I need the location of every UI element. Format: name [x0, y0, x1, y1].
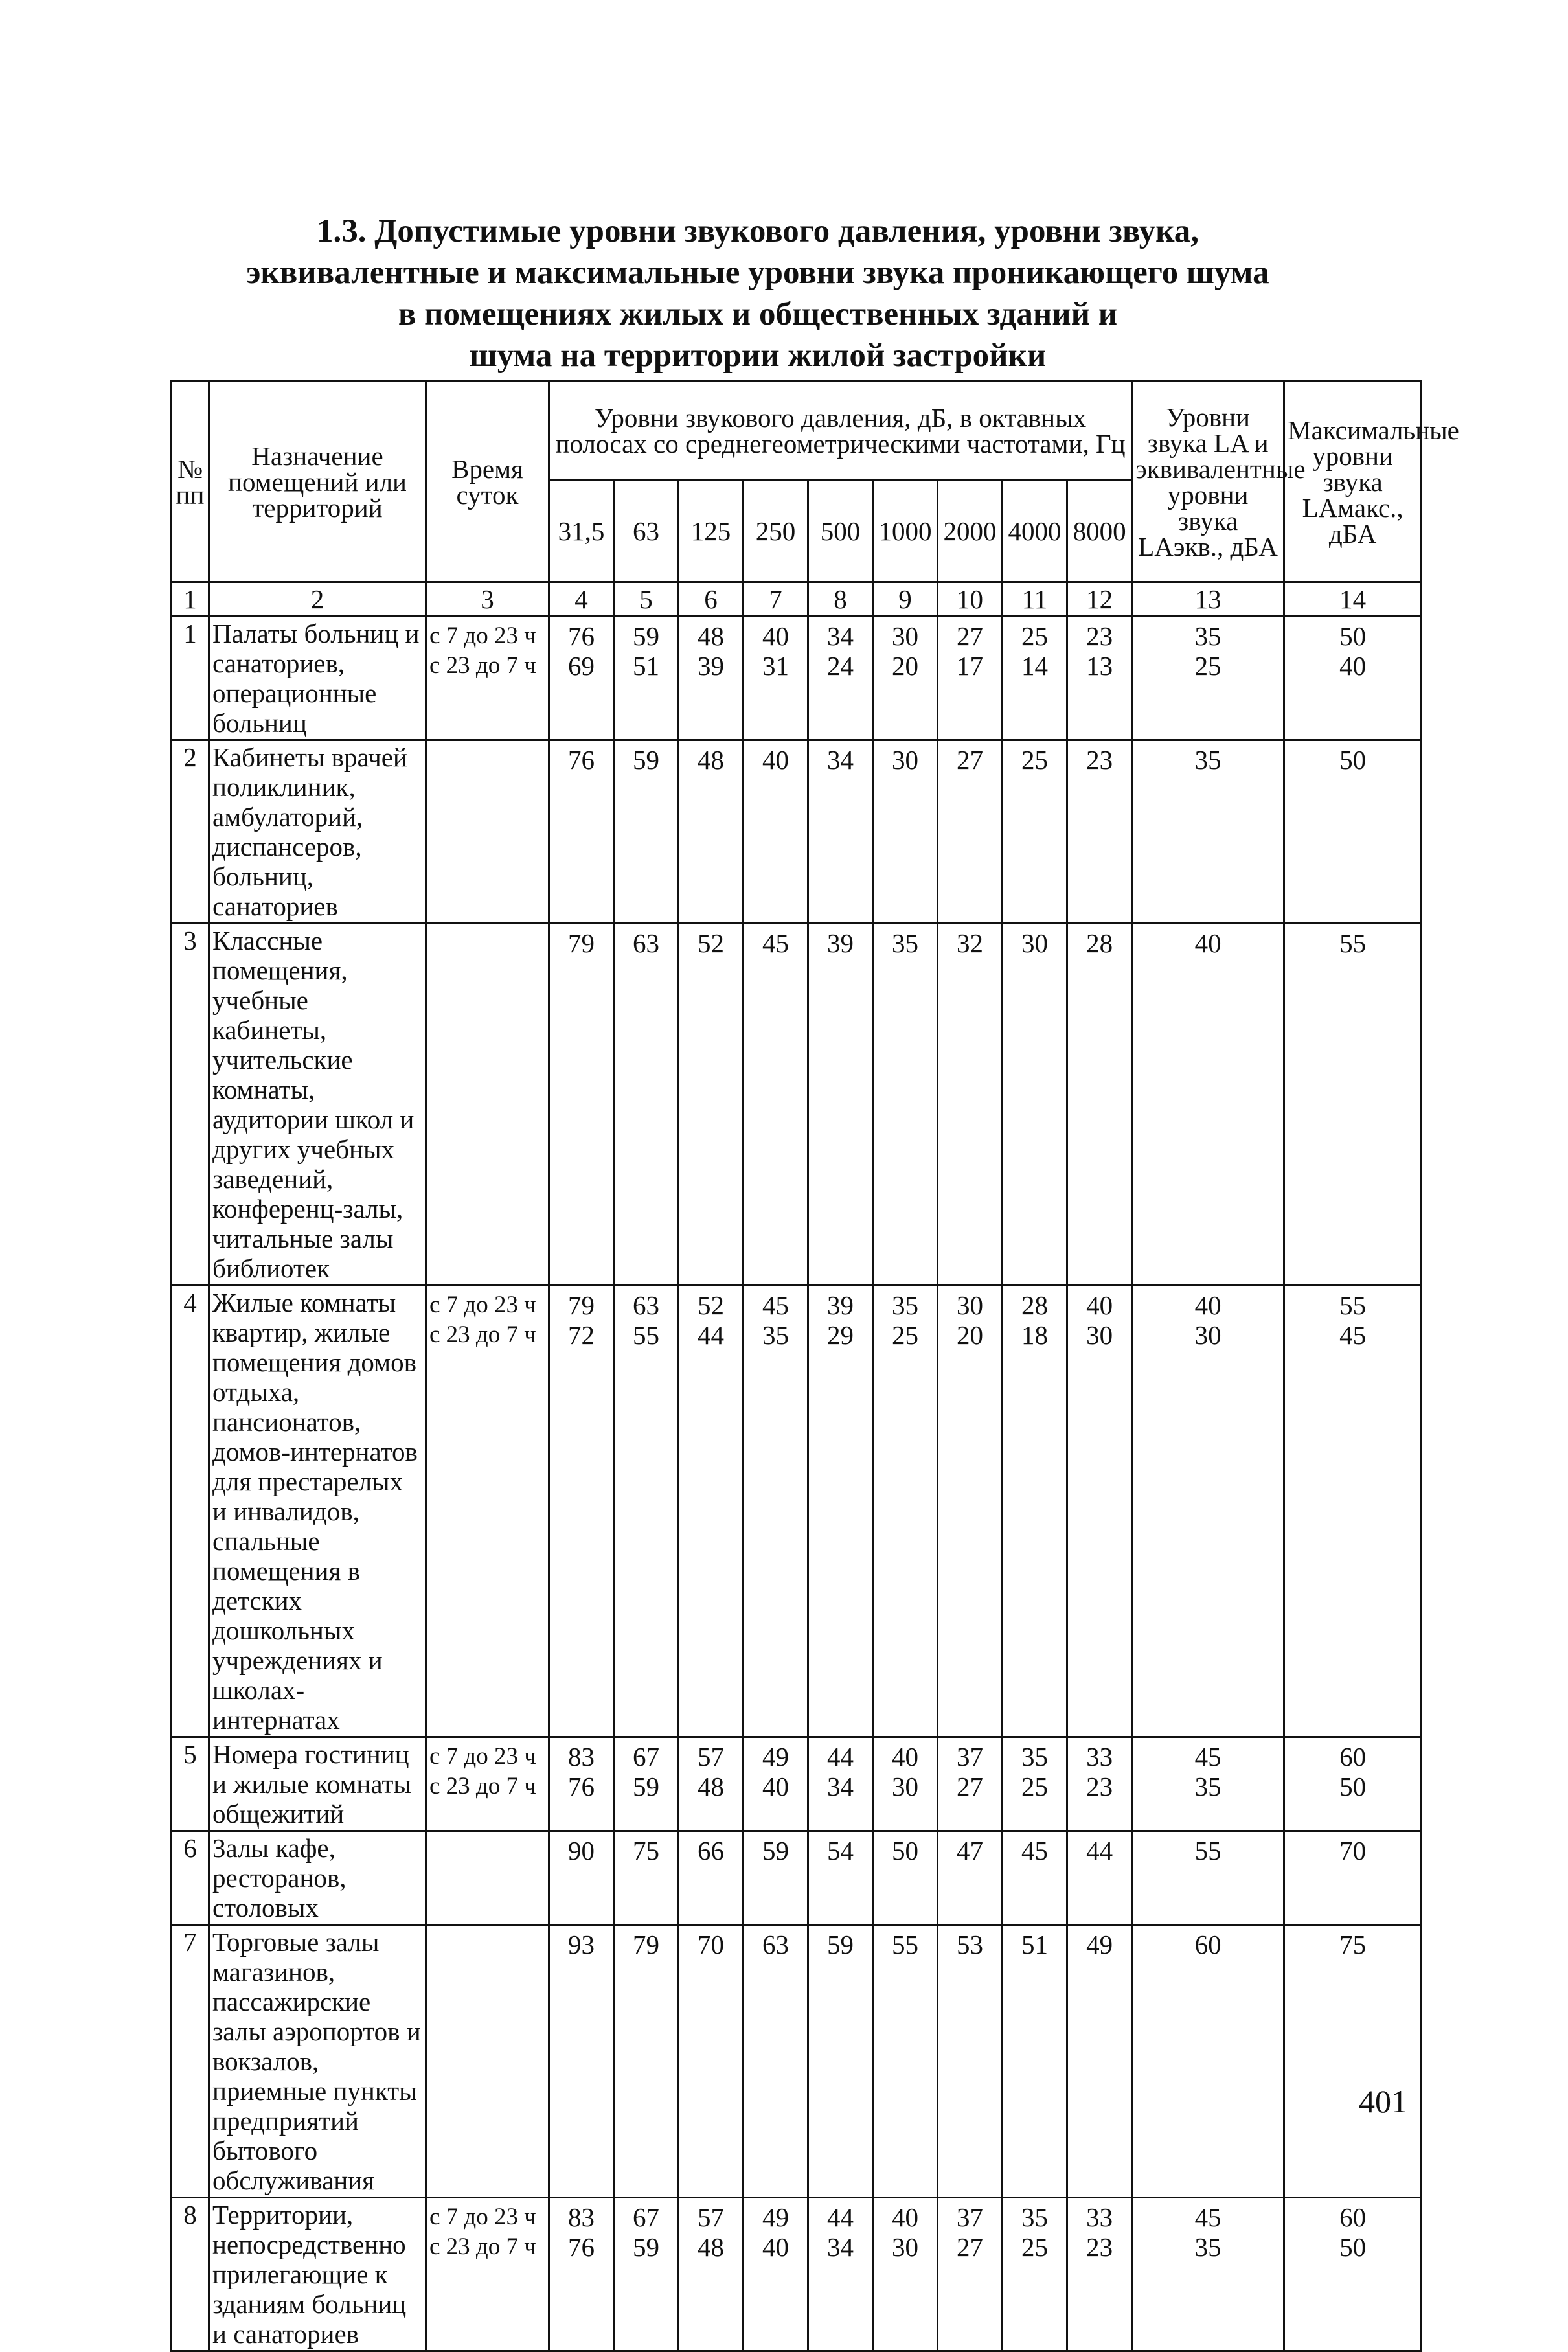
- level-value: 76: [568, 1772, 595, 1801]
- level-cell: [744, 2198, 808, 2351]
- level-value: 66: [698, 1836, 724, 1866]
- level-value: 45: [762, 1290, 789, 1320]
- level-value: 59: [633, 621, 659, 651]
- level-cell: [808, 617, 873, 740]
- level-value: 35: [1194, 2232, 1221, 2262]
- time-period: с 7 до 23 ч: [429, 1292, 536, 1318]
- level-cell: [549, 1831, 614, 1925]
- level-value: 35: [1194, 745, 1221, 775]
- level-value: 93: [568, 1930, 595, 1959]
- level-cell: [679, 1737, 744, 1831]
- column-number: 13: [1132, 582, 1284, 617]
- level-value: 70: [698, 1930, 724, 1959]
- level-value: 59: [633, 1772, 659, 1801]
- level-cell: [614, 1286, 679, 1737]
- level-value: 83: [568, 1742, 595, 1772]
- column-number: 3: [426, 582, 549, 617]
- level-cell: [873, 740, 938, 924]
- column-number: 1: [172, 582, 209, 617]
- level-cell: [549, 1737, 614, 1831]
- level-cell: [1132, 924, 1284, 1286]
- header-num: № пп: [172, 382, 209, 582]
- column-number: 7: [744, 582, 808, 617]
- level-value: 76: [568, 2232, 595, 2262]
- level-cell: [744, 1737, 808, 1831]
- level-value: 14: [1021, 651, 1048, 681]
- column-number: 9: [873, 582, 938, 617]
- level-value: 55: [1339, 928, 1367, 958]
- level-cell: [549, 924, 614, 1286]
- level-value: 37: [957, 1742, 983, 1772]
- level-value: 40: [892, 2202, 918, 2232]
- title-line: шума на территории жилой застройки: [469, 337, 1047, 374]
- level-value: 25: [892, 1320, 918, 1350]
- level-value: 23: [1086, 1772, 1113, 1801]
- level-value: 20: [892, 651, 918, 681]
- level-value: 75: [633, 1836, 659, 1866]
- level-cell: [938, 1286, 1003, 1737]
- time-period: с 7 до 23 ч: [429, 1743, 536, 1770]
- level-cell: [744, 740, 808, 924]
- level-value: 34: [827, 745, 854, 775]
- level-value: 39: [827, 928, 854, 958]
- title-line: в помещениях жилых и общественных зданий и: [398, 296, 1118, 332]
- frequency-header: 250: [744, 480, 808, 582]
- row-purpose: Территории, непосредственно прилегающие к зданиям больниц и санаториев: [209, 2198, 426, 2351]
- level-value: 53: [957, 1930, 983, 1959]
- level-cell: [679, 1286, 744, 1737]
- level-value: 72: [568, 1320, 595, 1350]
- level-value: 35: [1194, 1772, 1221, 1801]
- row-number: 2: [172, 740, 209, 924]
- level-cell: [1003, 1737, 1067, 1831]
- level-value: 27: [957, 1772, 983, 1801]
- level-value: 25: [1021, 745, 1048, 775]
- row-time: [426, 924, 549, 1286]
- level-cell: [1067, 1925, 1132, 2198]
- level-value: 50: [892, 1836, 918, 1866]
- header-maximum: Максимальные уровни звука LAмакс., дБА: [1284, 382, 1422, 582]
- level-cell: [1284, 1925, 1422, 2198]
- level-cell: [808, 740, 873, 924]
- level-cell: [549, 2198, 614, 2351]
- level-value: 51: [633, 651, 659, 681]
- level-value: 35: [892, 928, 918, 958]
- level-value: 40: [762, 621, 789, 651]
- level-value: 23: [1086, 745, 1113, 775]
- level-value: 57: [698, 2202, 724, 2232]
- level-cell: [614, 2198, 679, 2351]
- level-cell: [549, 617, 614, 740]
- row-time: [426, 617, 549, 740]
- level-value: 32: [957, 928, 983, 958]
- level-value: 69: [568, 651, 595, 681]
- level-cell: [873, 2198, 938, 2351]
- level-value: 25: [1021, 2232, 1048, 2262]
- level-cell: [1003, 617, 1067, 740]
- time-period: с 7 до 23 ч: [429, 622, 536, 649]
- frequency-header: 500: [808, 480, 873, 582]
- level-cell: [614, 617, 679, 740]
- level-value: 35: [892, 1290, 918, 1320]
- level-cell: [1284, 2198, 1422, 2351]
- level-cell: [808, 1286, 873, 1737]
- level-cell: [614, 1737, 679, 1831]
- level-cell: [1284, 617, 1422, 740]
- level-value: 52: [698, 1290, 724, 1320]
- level-value: 59: [633, 745, 659, 775]
- level-cell: [1067, 924, 1132, 1286]
- frequency-header: 1000: [873, 480, 938, 582]
- row-purpose: Жилые комнаты квартир, жилые помещения домов отдыха, пансионатов, домов-интернатов для престарелых и инвалидов, спальные помещения в детских дошкольных учреждениях и школах-интернатах: [209, 1286, 426, 1737]
- level-value: 27: [957, 2232, 983, 2262]
- level-value: 48: [698, 745, 724, 775]
- row-time: [426, 1286, 549, 1737]
- level-value: 33: [1086, 1742, 1113, 1772]
- level-cell: [938, 1925, 1003, 2198]
- level-cell: [744, 924, 808, 1286]
- time-period: с 23 до 7 ч: [429, 2233, 536, 2260]
- column-number: 2: [209, 582, 426, 617]
- title-line: 1.3. Допустимые уровни звукового давления, уровни звука,: [317, 213, 1199, 249]
- level-value: 29: [827, 1320, 854, 1350]
- time-period: с 23 до 7 ч: [429, 1773, 536, 1799]
- level-value: 40: [762, 2232, 789, 2262]
- level-value: 34: [827, 621, 854, 651]
- row-number: 1: [172, 617, 209, 740]
- level-cell: [938, 617, 1003, 740]
- level-cell: [1067, 740, 1132, 924]
- level-value: 35: [1194, 621, 1221, 651]
- level-cell: [938, 2198, 1003, 2351]
- level-value: 45: [1021, 1836, 1048, 1866]
- title-line: эквивалентные и максимальные уровни звука проникающего шума: [246, 255, 1269, 291]
- level-value: 33: [1086, 2202, 1113, 2232]
- header-pressure: Уровни звукового давления, дБ, в октавных полосах со среднегеометрическими частотами, Гц: [549, 382, 1132, 480]
- level-value: 59: [827, 1930, 854, 1959]
- level-cell: [1132, 617, 1284, 740]
- table-row: [172, 1286, 1422, 1737]
- table-row: [172, 1737, 1422, 1831]
- level-value: 30: [1021, 928, 1048, 958]
- level-value: 48: [698, 621, 724, 651]
- level-value: 23: [1086, 2232, 1113, 2262]
- level-value: 34: [827, 1772, 854, 1801]
- level-cell: [1284, 924, 1422, 1286]
- level-cell: [873, 1737, 938, 1831]
- level-value: 49: [762, 2202, 789, 2232]
- level-value: 45: [1339, 1320, 1367, 1350]
- level-value: 35: [1021, 1742, 1048, 1772]
- level-value: 30: [892, 745, 918, 775]
- level-value: 44: [1086, 1836, 1113, 1866]
- level-value: 63: [633, 1290, 659, 1320]
- frequency-header: 2000: [938, 480, 1003, 582]
- level-value: 40: [762, 1772, 789, 1801]
- level-cell: [679, 1831, 744, 1925]
- row-time: [426, 2198, 549, 2351]
- level-cell: [808, 1737, 873, 1831]
- column-number: 5: [614, 582, 679, 617]
- level-cell: [873, 617, 938, 740]
- level-value: 60: [1339, 2202, 1367, 2232]
- level-value: 30: [892, 2232, 918, 2262]
- level-cell: [1132, 1286, 1284, 1737]
- time-period: с 7 до 23 ч: [429, 2204, 536, 2230]
- row-time: [426, 1737, 549, 1831]
- level-value: 50: [1339, 621, 1367, 651]
- level-value: 39: [827, 1290, 854, 1320]
- level-value: 79: [633, 1930, 659, 1959]
- level-value: 60: [1194, 1930, 1221, 1959]
- level-value: 76: [568, 621, 595, 651]
- level-value: 55: [633, 1320, 659, 1350]
- level-value: 30: [1086, 1320, 1113, 1350]
- level-value: 44: [827, 2202, 854, 2232]
- row-number: 4: [172, 1286, 209, 1737]
- level-value: 45: [1194, 2202, 1221, 2232]
- column-number: 14: [1284, 582, 1422, 617]
- level-value: 75: [1339, 1930, 1367, 1959]
- level-value: 39: [698, 651, 724, 681]
- level-cell: [1284, 1831, 1422, 1925]
- level-cell: [614, 924, 679, 1286]
- level-value: 48: [698, 2232, 724, 2262]
- level-cell: [808, 2198, 873, 2351]
- frequency-header: 125: [679, 480, 744, 582]
- row-number: 7: [172, 1925, 209, 2198]
- level-cell: [938, 740, 1003, 924]
- level-cell: [549, 1286, 614, 1737]
- level-cell: [679, 924, 744, 1286]
- level-cell: [744, 1831, 808, 1925]
- column-number: 11: [1003, 582, 1067, 617]
- row-purpose: Классные помещения, учебные кабинеты, учительские комнаты, аудитории школ и других учебных заведений, конференц-залы, читальные залы библиотек: [209, 924, 426, 1286]
- row-time: [426, 1925, 549, 2198]
- level-value: 90: [568, 1836, 595, 1866]
- level-value: 40: [892, 1742, 918, 1772]
- level-value: 40: [1194, 1290, 1221, 1320]
- level-value: 31: [762, 651, 789, 681]
- level-cell: [808, 1831, 873, 1925]
- level-cell: [1132, 2198, 1284, 2351]
- level-value: 63: [633, 928, 659, 958]
- level-value: 27: [957, 745, 983, 775]
- level-value: 45: [1194, 1742, 1221, 1772]
- row-purpose: Палаты больниц и санаториев, операционные больниц: [209, 617, 426, 740]
- header-equivalent: Уровни звука LA и эквивалентные уровни звука LAэкв., дБА: [1132, 382, 1284, 582]
- level-value: 50: [1339, 1772, 1367, 1801]
- row-time: [426, 740, 549, 924]
- level-value: 57: [698, 1742, 724, 1772]
- level-value: 70: [1339, 1836, 1367, 1866]
- level-value: 44: [698, 1320, 724, 1350]
- column-number: 8: [808, 582, 873, 617]
- level-value: 76: [568, 745, 595, 775]
- level-cell: [744, 1925, 808, 2198]
- level-value: 37: [957, 2202, 983, 2232]
- level-cell: [873, 1286, 938, 1737]
- level-cell: [744, 617, 808, 740]
- time-period: с 23 до 7 ч: [429, 1321, 536, 1348]
- noise-norms-table: [170, 380, 1459, 2352]
- level-value: 35: [1021, 2202, 1048, 2232]
- level-value: 20: [957, 1320, 983, 1350]
- level-value: 67: [633, 2202, 659, 2232]
- level-value: 17: [957, 651, 983, 681]
- header-purpose: Назначение помещений или территорий: [209, 382, 426, 582]
- level-value: 28: [1021, 1290, 1048, 1320]
- level-cell: [1284, 1286, 1422, 1737]
- page-number: 401: [1359, 2083, 1407, 2119]
- level-value: 50: [1339, 745, 1367, 775]
- time-period: с 23 до 7 ч: [429, 652, 536, 679]
- row-time: [426, 1831, 549, 1925]
- level-value: 55: [892, 1930, 918, 1959]
- level-value: 27: [957, 621, 983, 651]
- row-number: 6: [172, 1831, 209, 1925]
- level-value: 34: [827, 2232, 854, 2262]
- level-cell: [1067, 1831, 1132, 1925]
- level-cell: [873, 924, 938, 1286]
- row-purpose: Торговые залы магазинов, пассажирские залы аэропортов и вокзалов, приемные пункты предприятий бытового обслуживания: [209, 1925, 426, 2198]
- level-cell: [1003, 740, 1067, 924]
- table-row: [172, 1925, 1422, 2198]
- level-value: 13: [1086, 651, 1113, 681]
- table-row: [172, 740, 1422, 924]
- level-value: 79: [568, 928, 595, 958]
- level-cell: [679, 2198, 744, 2351]
- level-value: 49: [1086, 1930, 1113, 1959]
- level-cell: [549, 1925, 614, 2198]
- level-value: 25: [1021, 621, 1048, 651]
- level-cell: [1067, 1737, 1132, 1831]
- level-value: 67: [633, 1742, 659, 1772]
- header-time: Время суток: [426, 382, 549, 582]
- level-cell: [938, 1737, 1003, 1831]
- level-value: 40: [762, 745, 789, 775]
- level-value: 30: [892, 1772, 918, 1801]
- level-value: 54: [827, 1836, 854, 1866]
- level-cell: [1003, 1925, 1067, 2198]
- level-cell: [873, 1831, 938, 1925]
- frequency-header: 8000: [1067, 480, 1132, 582]
- level-value: 40: [1339, 651, 1367, 681]
- level-cell: [1067, 617, 1132, 740]
- level-cell: [1067, 2198, 1132, 2351]
- level-cell: [808, 924, 873, 1286]
- level-cell: [679, 740, 744, 924]
- row-number: 5: [172, 1737, 209, 1831]
- level-value: 25: [1021, 1772, 1048, 1801]
- level-cell: [1132, 1925, 1284, 2198]
- frequency-header: 63: [614, 480, 679, 582]
- level-cell: [1003, 1831, 1067, 1925]
- level-cell: [744, 1286, 808, 1737]
- level-value: 63: [762, 1930, 789, 1959]
- level-cell: [808, 1925, 873, 2198]
- level-cell: [1003, 924, 1067, 1286]
- level-value: 60: [1339, 1742, 1367, 1772]
- row-number: 3: [172, 924, 209, 1286]
- level-cell: [614, 1831, 679, 1925]
- level-value: 50: [1339, 2232, 1367, 2262]
- level-value: 83: [568, 2202, 595, 2232]
- level-value: 28: [1086, 928, 1113, 958]
- level-cell: [614, 740, 679, 924]
- level-value: 44: [827, 1742, 854, 1772]
- level-value: 30: [957, 1290, 983, 1320]
- level-cell: [614, 1925, 679, 2198]
- level-cell: [1132, 1737, 1284, 1831]
- level-cell: [1284, 1737, 1422, 1831]
- level-cell: [679, 1925, 744, 2198]
- level-value: 23: [1086, 621, 1113, 651]
- table-row: [172, 1831, 1422, 1925]
- level-value: 59: [633, 2232, 659, 2262]
- level-cell: [873, 1925, 938, 2198]
- level-value: 24: [827, 651, 854, 681]
- row-purpose: Номера гостиниц и жилые комнаты общежитий: [209, 1737, 426, 1831]
- level-cell: [938, 924, 1003, 1286]
- level-cell: [549, 740, 614, 924]
- level-value: 25: [1194, 651, 1221, 681]
- level-cell: [1132, 740, 1284, 924]
- level-value: 55: [1194, 1836, 1221, 1866]
- level-value: 18: [1021, 1320, 1048, 1350]
- level-value: 59: [762, 1836, 789, 1866]
- level-value: 48: [698, 1772, 724, 1801]
- level-cell: [1067, 1286, 1132, 1737]
- level-value: 51: [1021, 1930, 1048, 1959]
- level-cell: [679, 617, 744, 740]
- document-title: [155, 211, 1360, 376]
- table-row: [172, 617, 1422, 740]
- row-purpose: Кабинеты врачей поликлиник, амбулаторий, диспансеров, больниц, санаториев: [209, 740, 426, 924]
- column-number: 6: [679, 582, 744, 617]
- row-number: 8: [172, 2198, 209, 2351]
- level-value: 30: [1194, 1320, 1221, 1350]
- column-number: 10: [938, 582, 1003, 617]
- level-value: 45: [762, 928, 789, 958]
- level-value: 52: [698, 928, 724, 958]
- table-row: [172, 924, 1422, 1286]
- column-number: 12: [1067, 582, 1132, 617]
- level-value: 79: [568, 1290, 595, 1320]
- table-row: [172, 2198, 1422, 2351]
- level-value: 30: [892, 621, 918, 651]
- column-number: 4: [549, 582, 614, 617]
- level-value: 55: [1339, 1290, 1367, 1320]
- level-value: 40: [1086, 1290, 1113, 1320]
- level-cell: [1132, 1831, 1284, 1925]
- level-value: 35: [762, 1320, 789, 1350]
- level-value: 47: [957, 1836, 983, 1866]
- level-cell: [938, 1831, 1003, 1925]
- frequency-header: 4000: [1003, 480, 1067, 582]
- row-purpose: Залы кафе, ресторанов, столовых: [209, 1831, 426, 1925]
- level-value: 49: [762, 1742, 789, 1772]
- level-cell: [1003, 2198, 1067, 2351]
- level-cell: [1003, 1286, 1067, 1737]
- level-cell: [1284, 740, 1422, 924]
- frequency-header: 31,5: [549, 480, 614, 582]
- level-value: 40: [1194, 928, 1221, 958]
